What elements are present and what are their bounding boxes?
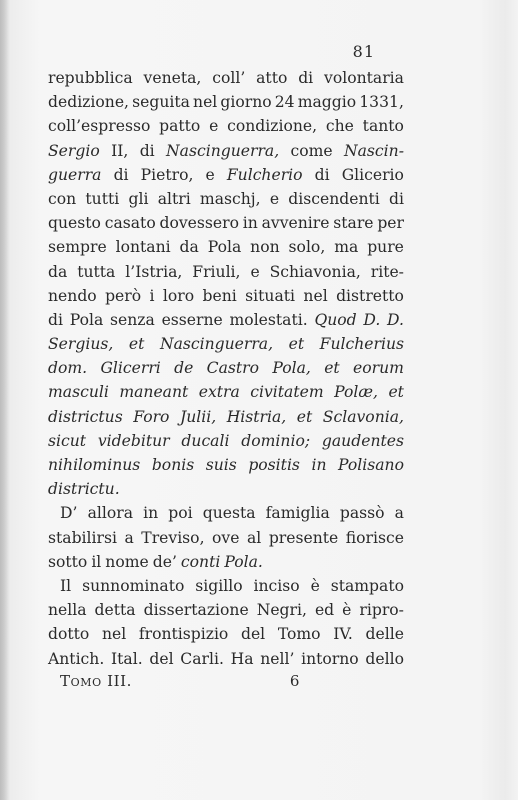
word: al bbox=[247, 528, 262, 547]
word: in bbox=[143, 504, 159, 523]
text-line bbox=[48, 453, 404, 477]
word: beni bbox=[202, 286, 237, 305]
word: sigillo bbox=[195, 576, 243, 595]
word: maggio bbox=[297, 93, 357, 112]
word: ed bbox=[314, 601, 335, 620]
word: inciso bbox=[253, 576, 300, 595]
word: Il bbox=[60, 576, 72, 595]
word: il bbox=[91, 552, 102, 571]
word: nihilominus bbox=[48, 456, 141, 474]
word: questo bbox=[48, 214, 101, 233]
word: dovessero bbox=[159, 214, 239, 233]
word: di bbox=[314, 165, 330, 184]
word: volontaria bbox=[324, 69, 404, 87]
word: positis bbox=[248, 456, 300, 474]
word: avvenire bbox=[261, 214, 330, 233]
word: a bbox=[394, 504, 404, 523]
word: gaudentes bbox=[321, 431, 404, 450]
text-line bbox=[48, 647, 404, 671]
word: videbitur bbox=[97, 431, 170, 450]
word: sunnominato bbox=[82, 576, 185, 595]
word: nel bbox=[101, 625, 127, 644]
word: Sergio bbox=[48, 141, 100, 160]
word: allora bbox=[87, 504, 133, 523]
word: stabilirsi bbox=[48, 528, 117, 547]
word: Nascin- bbox=[343, 141, 404, 160]
body-text bbox=[48, 66, 404, 671]
word: nel bbox=[193, 93, 218, 112]
word: conti bbox=[180, 552, 221, 571]
word: tanto bbox=[362, 117, 404, 136]
word: di bbox=[48, 310, 63, 329]
word: sicut bbox=[48, 431, 87, 450]
page-footer bbox=[60, 672, 300, 690]
word: Glicerri bbox=[100, 359, 161, 378]
word: Ital. bbox=[111, 649, 143, 668]
word: Julii, bbox=[179, 407, 217, 426]
word: detta bbox=[94, 601, 136, 620]
word: patto bbox=[159, 117, 201, 136]
word: in bbox=[242, 214, 258, 233]
word: Pola bbox=[69, 310, 104, 329]
word: è bbox=[310, 576, 320, 595]
word: Fulcherio bbox=[226, 165, 303, 184]
word: e bbox=[205, 165, 215, 184]
word: Pola, bbox=[272, 359, 311, 378]
word: famiglia bbox=[265, 504, 330, 523]
word: lontani bbox=[115, 238, 171, 257]
footer-signature: 6 bbox=[289, 672, 300, 690]
word: II, bbox=[111, 141, 129, 160]
word: nome bbox=[105, 552, 149, 571]
text-line bbox=[48, 260, 404, 284]
word: loro bbox=[162, 286, 195, 305]
word: ripro- bbox=[359, 601, 404, 620]
text-line bbox=[48, 598, 404, 622]
word: esserne bbox=[161, 310, 223, 329]
word: con bbox=[48, 189, 77, 208]
word: da bbox=[179, 238, 199, 257]
word: distretto bbox=[336, 286, 404, 305]
text-line bbox=[48, 429, 404, 453]
word: e bbox=[209, 117, 219, 136]
word: coll’espresso bbox=[48, 117, 151, 136]
text-line bbox=[48, 405, 404, 429]
text-line bbox=[48, 501, 404, 525]
word: Pietro, bbox=[140, 165, 194, 184]
word: nendo bbox=[48, 286, 97, 305]
word: districtu. bbox=[48, 480, 120, 499]
word: dominio; bbox=[241, 431, 311, 450]
word: fiorisce bbox=[345, 528, 404, 547]
text-line bbox=[48, 308, 404, 332]
word: ove bbox=[212, 528, 240, 547]
word: dissertazione bbox=[143, 601, 249, 620]
word: e bbox=[250, 262, 260, 281]
text-line bbox=[48, 356, 404, 380]
word: giorno bbox=[220, 93, 272, 112]
word: rite- bbox=[370, 262, 404, 281]
word: situati bbox=[245, 286, 296, 305]
text-line bbox=[48, 114, 404, 138]
word: 1331, bbox=[359, 93, 404, 112]
text-line bbox=[48, 90, 404, 114]
word: eorum bbox=[353, 359, 404, 378]
word: senza bbox=[110, 310, 155, 329]
word: tutta bbox=[77, 262, 116, 281]
word: D. bbox=[363, 310, 381, 329]
word: per bbox=[377, 214, 404, 233]
word: Sergius, bbox=[48, 335, 114, 354]
text-line bbox=[48, 187, 404, 211]
word: come bbox=[290, 141, 333, 160]
text-line bbox=[48, 211, 404, 235]
binding-shadow bbox=[0, 0, 10, 800]
word: suis bbox=[205, 456, 237, 474]
word: civitatem bbox=[250, 383, 324, 402]
word: Carli. bbox=[180, 649, 224, 668]
text-line bbox=[48, 550, 404, 574]
word: de bbox=[174, 359, 194, 378]
text-line bbox=[48, 284, 404, 308]
word: Ha bbox=[230, 649, 254, 668]
word: Nascinguerra, bbox=[159, 335, 274, 354]
word: coll’ bbox=[212, 69, 246, 87]
word: Treviso, bbox=[141, 528, 205, 547]
word: ducali bbox=[181, 431, 230, 450]
footer-volume: Tomo III. bbox=[60, 672, 133, 690]
word: Negri, bbox=[256, 601, 307, 620]
word: nell’ bbox=[260, 649, 295, 668]
word: intorno bbox=[301, 649, 359, 668]
word: non bbox=[250, 238, 280, 257]
word: dedizione, bbox=[48, 93, 129, 112]
word: de’ bbox=[152, 552, 177, 571]
word: Glicerio bbox=[341, 165, 404, 184]
word: condizione, bbox=[227, 117, 318, 136]
word: Polæ, bbox=[334, 383, 378, 402]
word: che bbox=[325, 117, 354, 136]
word: nel bbox=[303, 286, 328, 305]
text-line bbox=[48, 235, 404, 259]
word: Friuli, bbox=[192, 262, 241, 281]
word: gli bbox=[128, 189, 149, 208]
word: Schiavonia, bbox=[269, 262, 361, 281]
word: di bbox=[389, 189, 404, 208]
word: di bbox=[298, 69, 314, 87]
word: extra bbox=[198, 383, 240, 402]
word: passò bbox=[339, 504, 385, 523]
text-line bbox=[48, 477, 404, 501]
word: pure bbox=[367, 238, 404, 257]
word: di bbox=[139, 141, 155, 160]
word: è bbox=[342, 601, 352, 620]
word: D. bbox=[387, 310, 404, 329]
word: Antich. bbox=[48, 649, 105, 668]
word: l’Istria, bbox=[125, 262, 183, 281]
word: atto bbox=[256, 69, 288, 87]
word: Pola bbox=[207, 238, 242, 257]
text-line bbox=[48, 332, 404, 356]
word: ma bbox=[334, 238, 359, 257]
word: masculi bbox=[48, 383, 109, 402]
word: da bbox=[48, 262, 68, 281]
word: seguita bbox=[132, 93, 190, 112]
text-line bbox=[48, 574, 404, 598]
word: IV. bbox=[333, 625, 353, 644]
word: Fulcherius bbox=[319, 335, 404, 354]
word: poi bbox=[168, 504, 193, 523]
word: però bbox=[105, 286, 142, 305]
word: guerra bbox=[48, 165, 102, 184]
word: del bbox=[240, 625, 266, 644]
word: altri bbox=[157, 189, 191, 208]
word: questa bbox=[202, 504, 256, 523]
word: Histria, bbox=[226, 407, 287, 426]
word: Polisano bbox=[338, 456, 404, 474]
word: et bbox=[128, 335, 145, 354]
word: maneant bbox=[119, 383, 189, 402]
word: sempre bbox=[48, 238, 107, 257]
word: stare bbox=[333, 214, 374, 233]
word: nella bbox=[48, 601, 87, 620]
text-line bbox=[48, 622, 404, 646]
word: 24 bbox=[274, 93, 295, 112]
word: Nascinguerra, bbox=[166, 141, 280, 160]
word: Foro bbox=[133, 407, 170, 426]
word: et bbox=[324, 359, 340, 378]
word: et bbox=[288, 335, 305, 354]
word: a bbox=[124, 528, 134, 547]
page-number: 81 bbox=[352, 42, 375, 61]
word: dotto bbox=[48, 625, 90, 644]
word: delle bbox=[365, 625, 404, 644]
word: Castro bbox=[206, 359, 260, 378]
text-line bbox=[48, 66, 404, 90]
word: repubblica bbox=[48, 69, 133, 87]
word: presente bbox=[268, 528, 339, 547]
word: molestati. bbox=[229, 310, 308, 329]
text-line bbox=[48, 526, 404, 550]
word: maschj, bbox=[199, 189, 261, 208]
text-line bbox=[48, 139, 404, 163]
word: del bbox=[149, 649, 174, 668]
word: sotto bbox=[48, 552, 88, 571]
text-line bbox=[48, 163, 404, 187]
word: veneta, bbox=[143, 69, 202, 87]
word: e bbox=[269, 189, 280, 208]
word: Quod bbox=[314, 310, 357, 329]
word: discendenti bbox=[288, 189, 380, 208]
word: et bbox=[388, 383, 404, 402]
word: di bbox=[113, 165, 129, 184]
word: dom. bbox=[48, 359, 88, 378]
word: solo, bbox=[288, 238, 326, 257]
word: frontispizio bbox=[138, 625, 229, 644]
word: D’ bbox=[60, 504, 78, 523]
word: casato bbox=[104, 214, 156, 233]
word: Tomo bbox=[277, 625, 321, 644]
word: tutti bbox=[85, 189, 120, 208]
word: stampato bbox=[330, 576, 404, 595]
word: dello bbox=[365, 649, 404, 668]
word: districtus bbox=[48, 407, 123, 426]
text-line bbox=[48, 380, 404, 404]
word: i bbox=[149, 286, 155, 305]
word: Sclavonia, bbox=[322, 407, 404, 426]
word: in bbox=[311, 456, 327, 474]
word: Pola. bbox=[224, 552, 263, 571]
word: bonis bbox=[151, 456, 195, 474]
word: et bbox=[296, 407, 313, 426]
